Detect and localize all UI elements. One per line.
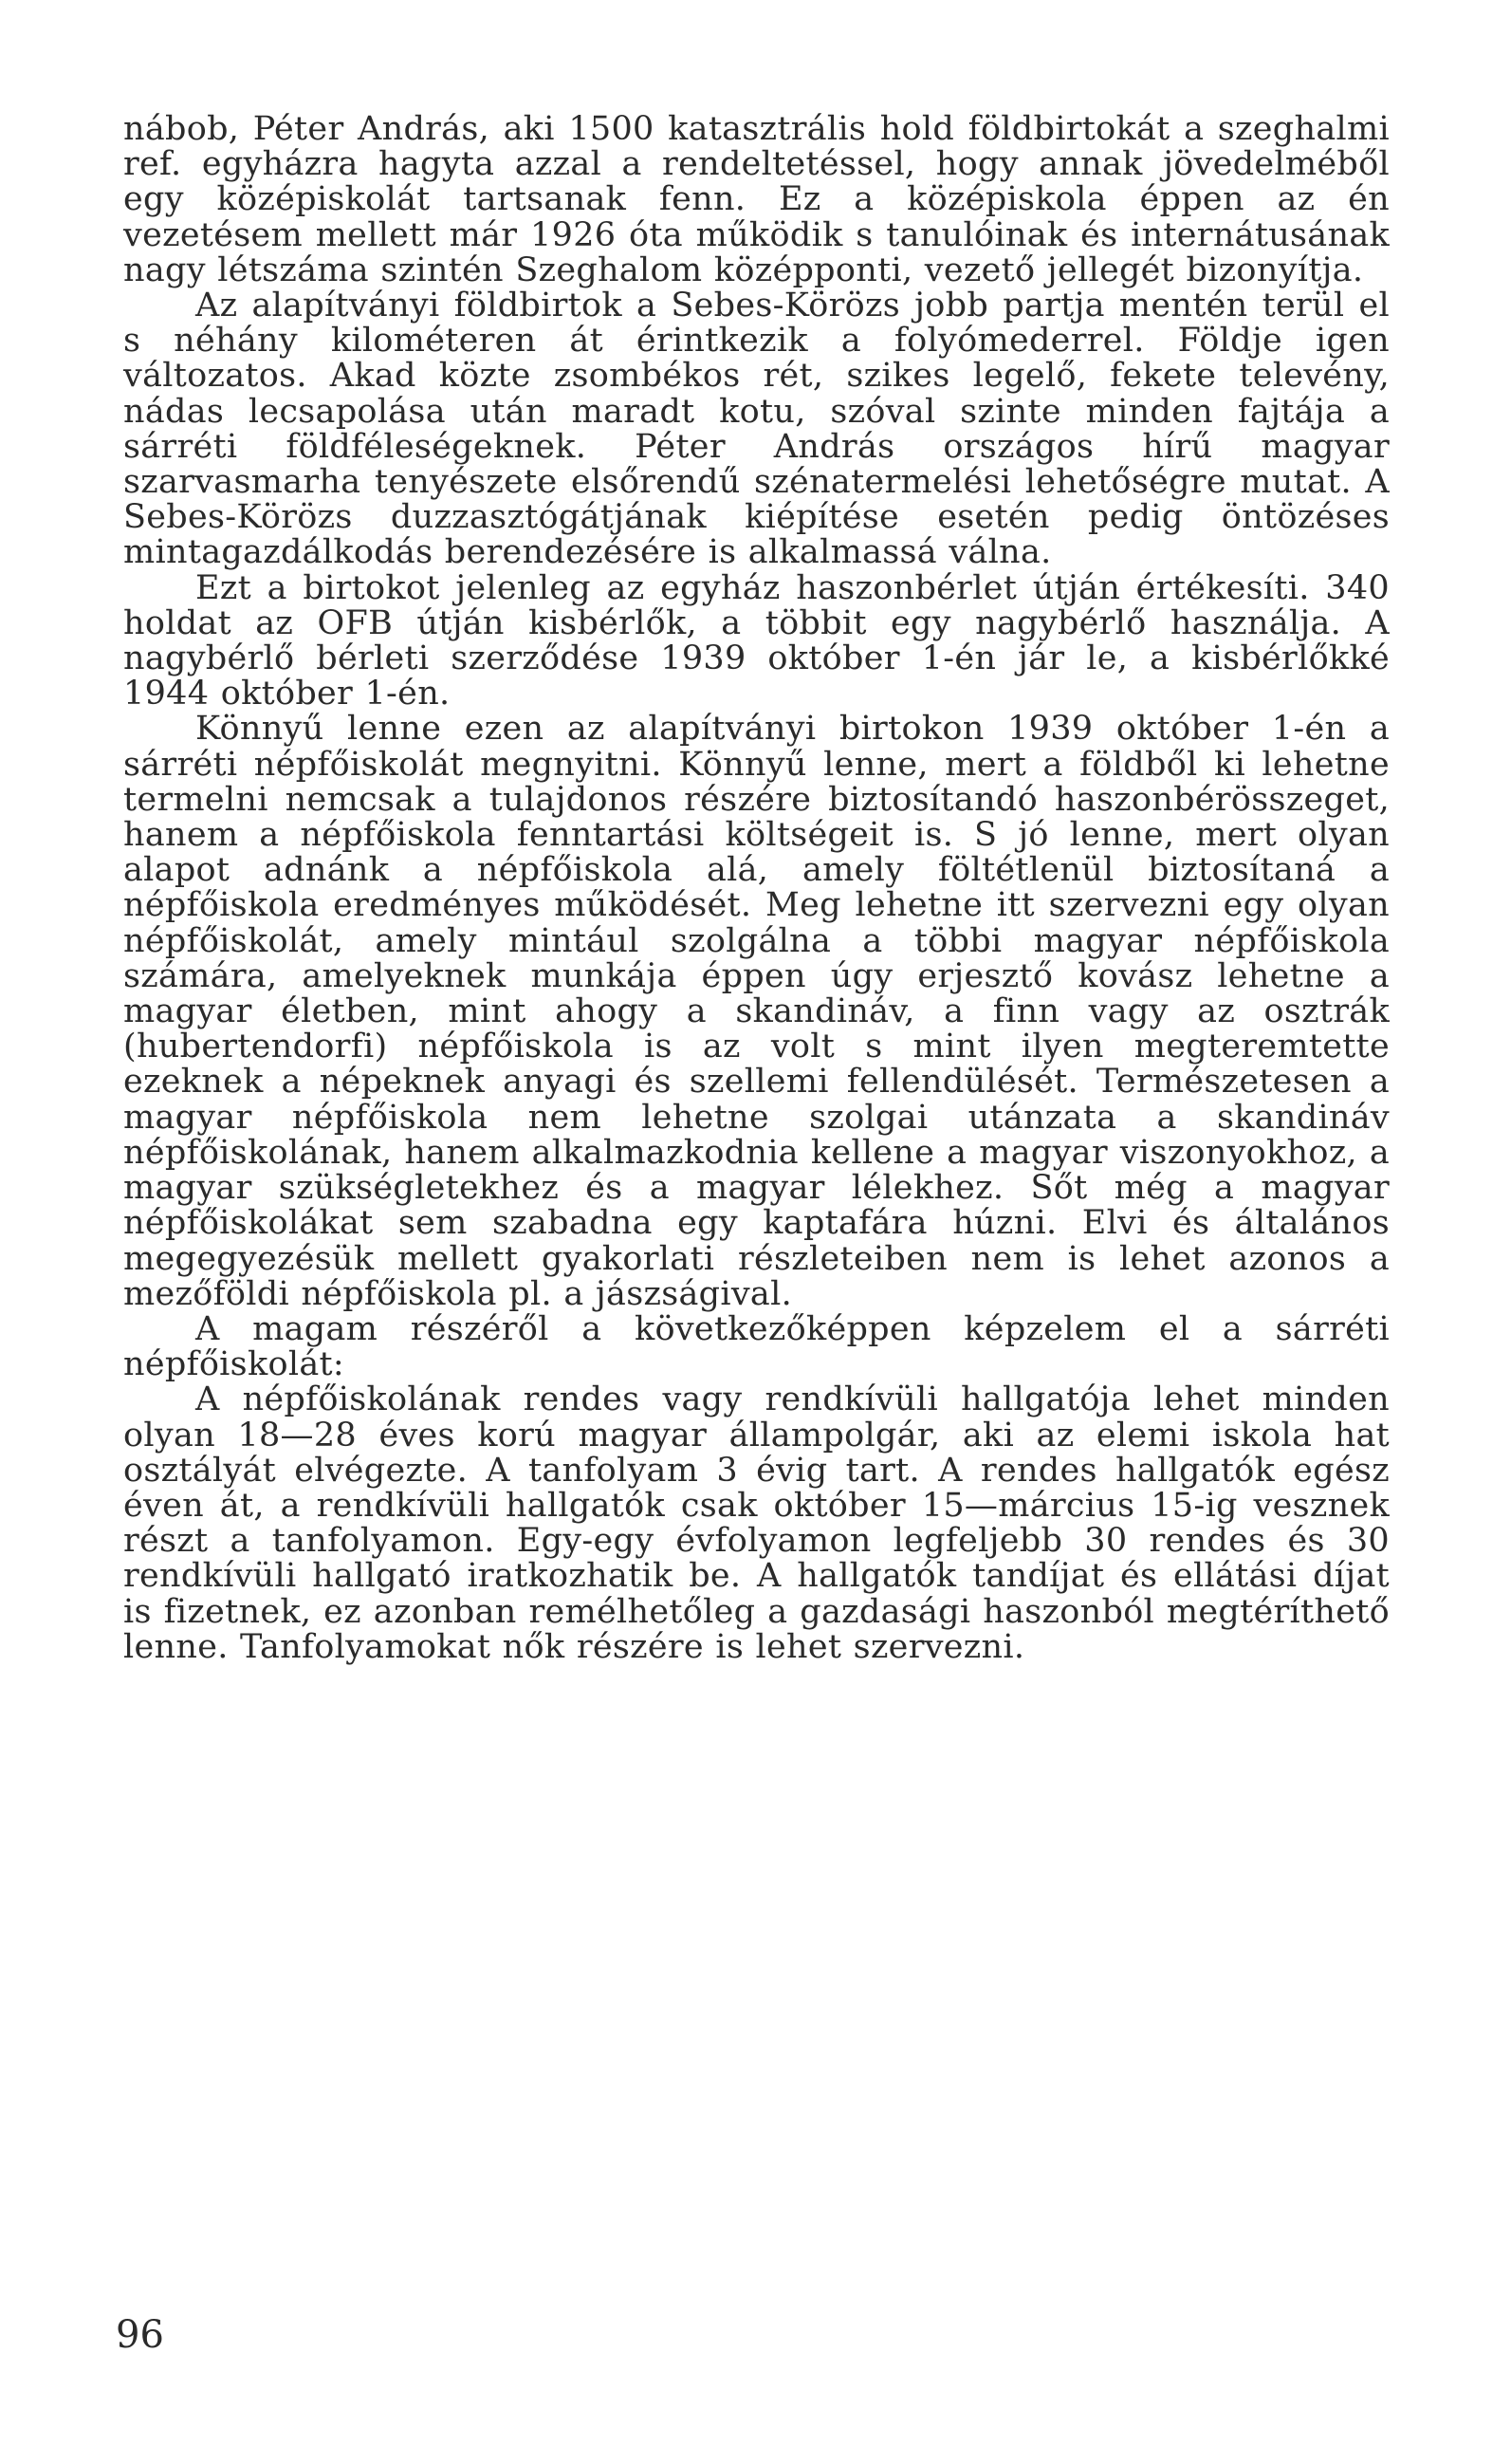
- paragraph-6: A népfőiskolának rendes vagy rendkívüli hallgatója lehet minden olyan 18—28 éves korú magyar állampolgár, aki az elemi iskola hat osztályát elvégezte. A tanfolyam 3 évig tart. A rendes hallgatók egész éven át, a rendkívüli hallgatók csak október 15—március 15-ig vesznek részt a tanfolyamon. Egy-egy évfolyamon legfeljebb 30 rendes és 30 rendkívüli hallgató iratkozhatik be. A hallgatók tandíjat és ellátási díjat is fizetnek, ez azonban remélhetőleg a gazdasági haszonból megtéríthető lenne. Tanfolyamokat nők részére is lehet szervezni.: [123, 1380, 1390, 1666]
- page-body: [123, 112, 1390, 1665]
- paragraph-4: Könnyű lenne ezen az alapítványi birtokon 1939 október 1-én a sárréti népfőiskolát megnyitni. Könnyű lenne, mert a földből ki lehetne termelni nemcsak a tulajdonos részére biztosítandó haszonbérösszeget, hanem a népfőiskola fenntartási költségeit is. S jó lenne, mert olyan alapot adnánk a népfőiskola alá, amely föltétlenül biztosítaná a népfőiskola eredményes működését. Meg lehetne itt szervezni egy olyan népfőiskolát, amely mintául szolgálna a többi magyar népfőiskola számára, amelyeknek munkája éppen úgy erjesztő kovász lehetne a magyar életben, mint ahogy a skandináv, a finn vagy az osztrák (hubertendorfi) népfőiskola is az volt s mint ilyen megteremtette ezeknek a népeknek anyagi és szellemi fellendülését. Természetesen a magyar népfőiskola nem lehetne szolgai utánzata a skandináv népfőiskolának, hanem alkalmazkodnia kellene a magyar viszonyokhoz, a magyar szükségletekhez és a magyar lélekhez. Sőt még a magyar népfőiskolákat sem szabadna egy kaptafára húzni. Elvi és általános megegyezésük mellett gyakorlati részleteiben nem is lehet azonos a mezőföldi népfőiskola pl. a jászságival.: [123, 710, 1390, 1313]
- paragraph-3: Ezt a birtokot jelenleg az egyház haszonbérlet útján értékesíti. 340 holdat az OFB útján kisbérlők, a többit egy nagybérlő használja. A nagybérlő bérleti szerződése 1939 október 1-én jár le, a kisbérlőkké 1944 október 1-én.: [123, 568, 1390, 713]
- page-number: 96: [116, 2313, 164, 2357]
- paragraph-5: A magam részéről a következőképpen képzelem el a sárréti népfőiskolát:: [123, 1309, 1390, 1384]
- paragraph-1: nábob, Péter András, aki 1500 katasztrális hold földbirtokát a szeghalmi ref. egyházra hagyta azzal a rendeltetéssel, hogy annak jövedelméből egy középiskolát tartsanak fenn. Ez a középiskola éppen az én vezetésem mellett már 1926 óta működik s tanulóinak és internátusának nagy létszáma szintén Szeghalom középponti, vezető jellegét bizonyítja.: [123, 110, 1390, 289]
- paragraph-2: Az alapítványi földbirtok a Sebes-Körözs jobb partja mentén terül el s néhány kilométeren át érintkezik a folyómederrel. Földje igen változatos. Akad közte zsombékos rét, szikes legelő, fekete televény, nádas lecsapolása után maradt kotu, szóval szinte minden fajtája a sárréti földféleségeknek. Péter András országos hírű magyar szarvasmarha tenyészete elsőrendű szénatermelési lehetőségre mutat. A Sebes-Körözs duzzasztógátjának kiépítése esetén pedig öntözéses mintagazdálkodás berendezésére is alkalmassá válna.: [123, 287, 1390, 572]
